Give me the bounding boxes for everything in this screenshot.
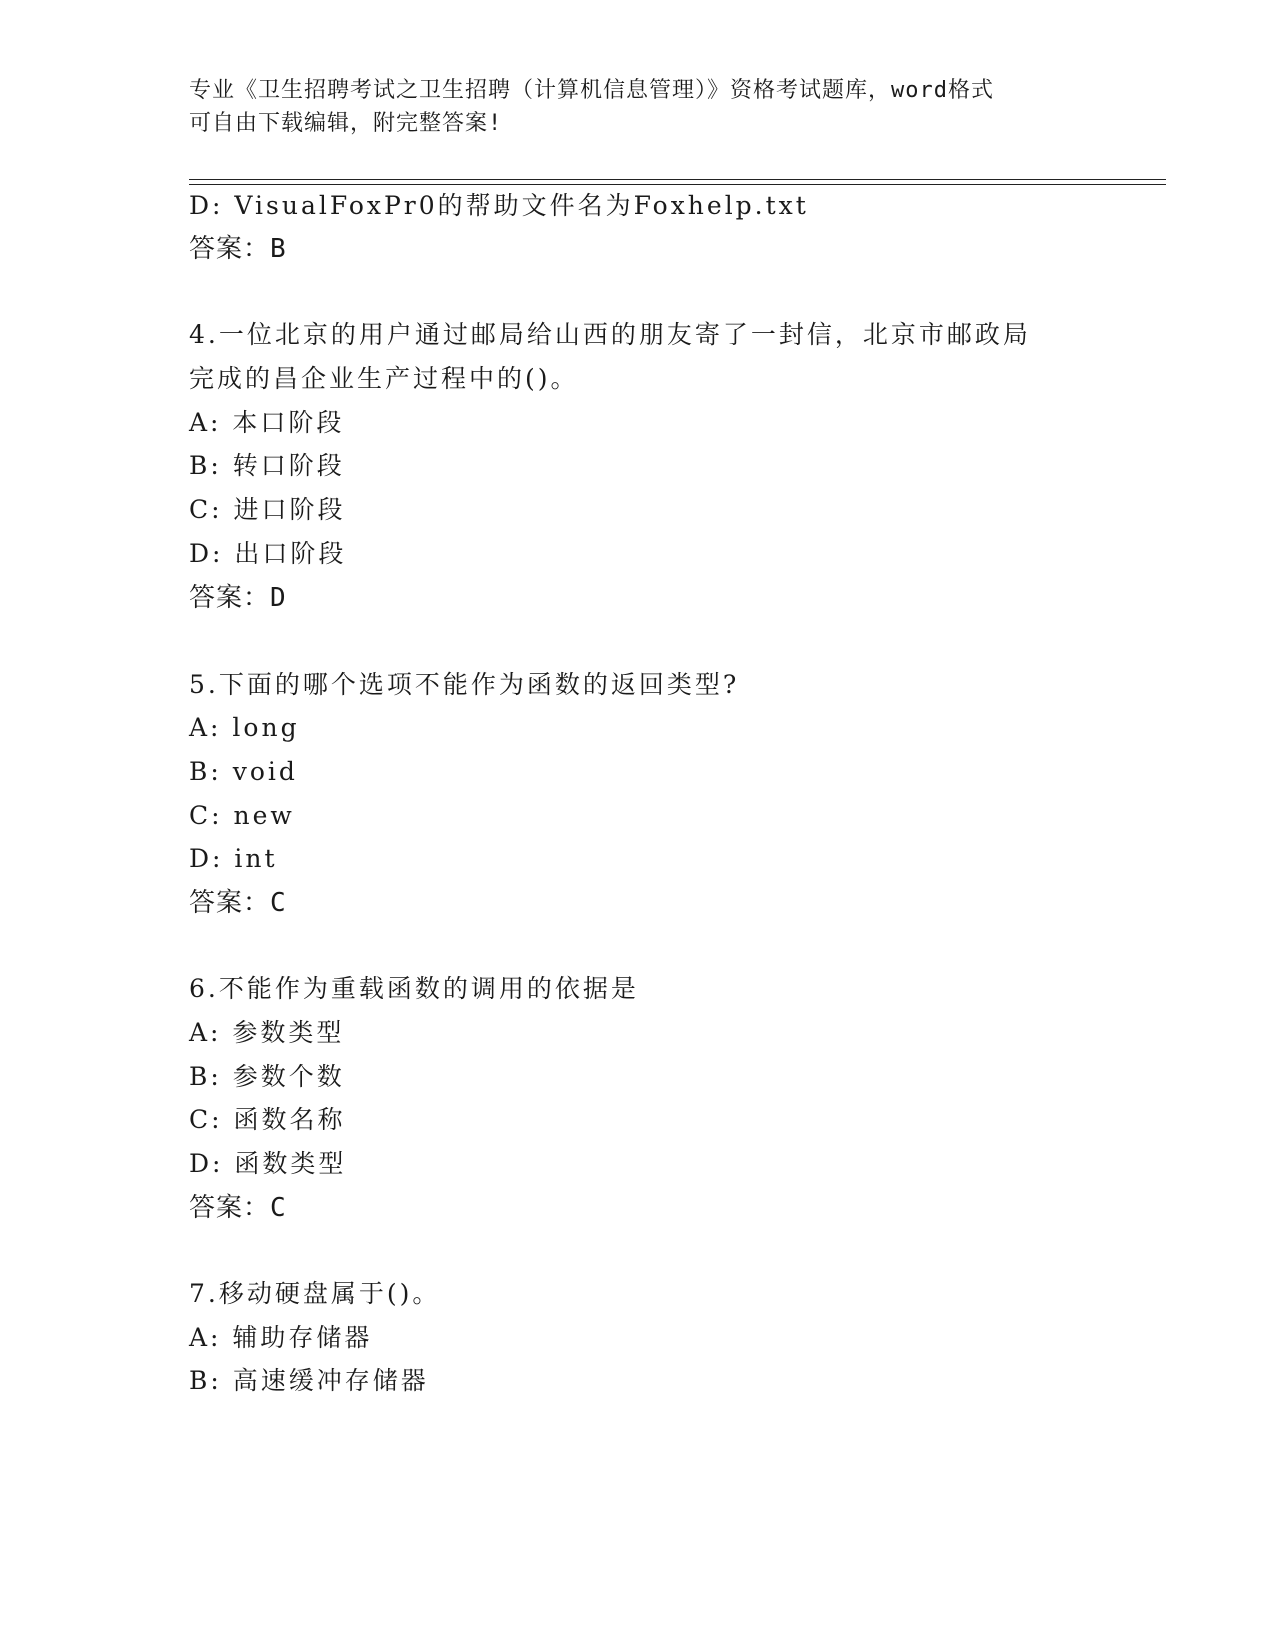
q6-answer: 答案：C (189, 1193, 287, 1223)
header-divider-top (189, 179, 1166, 180)
q6-option-b: B: 参数个数 (189, 1062, 345, 1091)
header-line-1: 专业《卫生招聘考试之卫生招聘（计算机信息管理）》资格考试题库，word格式 (189, 78, 994, 103)
q5-option-d: D: int (189, 844, 278, 873)
q4-stem-line-1: 4.一位北京的用户通过邮局给山西的朋友寄了一封信，北京市邮政局 (189, 320, 1031, 349)
q7-option-b: B: 高速缓冲存储器 (189, 1366, 429, 1395)
q4-answer: 答案：D (189, 583, 287, 613)
q6-option-a: A: 参数类型 (189, 1018, 345, 1047)
q7-option-a: A: 辅助存储器 (189, 1323, 373, 1352)
q7-stem: 7.移动硬盘属于()。 (189, 1279, 441, 1308)
q5-option-c: C: new (189, 801, 295, 830)
q4-stem-line-2: 完成的昌企业生产过程中的()。 (189, 364, 579, 393)
q6-option-c: C: 函数名称 (189, 1105, 346, 1134)
prev-answer: 答案：B (189, 234, 287, 264)
q6-option-d: D: 函数类型 (189, 1149, 347, 1178)
header-divider-bottom (189, 184, 1166, 185)
q5-stem: 5.下面的哪个选项不能作为函数的返回类型? (189, 670, 740, 699)
header-line-2: 可自由下载编辑，附完整答案! (189, 111, 503, 136)
document-header (189, 74, 1089, 140)
q4-option-a: A: 本口阶段 (189, 408, 345, 437)
q4-option-b: B: 转口阶段 (189, 451, 345, 480)
q4-option-c: C: 进口阶段 (189, 495, 346, 524)
q5-answer: 答案：C (189, 888, 287, 918)
q6-stem: 6.不能作为重载函数的调用的依据是 (189, 974, 639, 1003)
q5-option-b: B: void (189, 757, 298, 786)
q5-option-a: A: long (189, 713, 300, 742)
prev-option-d: D: VisualFoxPr0的帮助文件名为Foxhelp.txt (189, 191, 809, 220)
q4-option-d: D: 出口阶段 (189, 539, 347, 568)
